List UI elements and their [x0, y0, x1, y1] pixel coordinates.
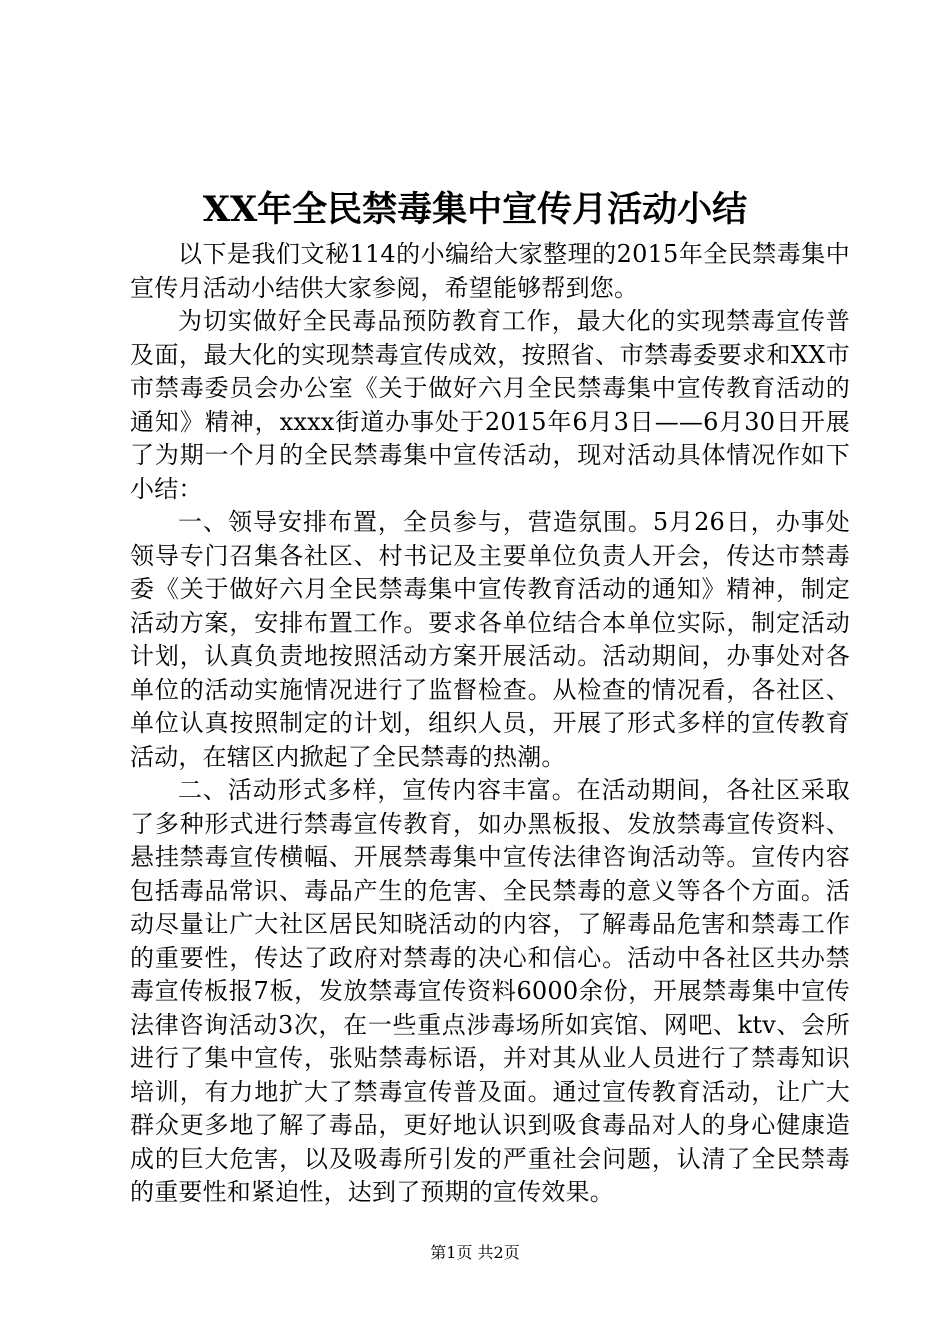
document-body	[130, 238, 850, 1210]
paragraph-section-two: 二、活动形式多样，宣传内容丰富。在活动期间，各社区采取了多种形式进行禁毒宣传教育，如办黑板报、发放禁毒宣传资料、悬挂禁毒宣传横幅、开展禁毒集中宣传法律咨询活动等。宣传内容包括毒品常识、毒品产生的危害、全民禁毒的意义等各个方面。活动尽量让广大社区居民知晓活动的内容，了解毒品危害和禁毒工作的重要性，传达了政府对禁毒的决心和信心。活动中各社区共办禁毒宣传板报7板，发放禁毒宣传资料6000余份，开展禁毒集中宣传法律咨询活动3次，在一些重点涉毒场所如宾馆、网吧、ktv、会所进行了集中宣传，张贴禁毒标语，并对其从业人员进行了禁毒知识培训，有力地扩大了禁毒宣传普及面。通过宣传教育活动，让广大群众更多地了解了毒品，更好地认识到吸食毒品对人的身心健康造成的巨大危害，以及吸毒所引发的严重社会问题，认清了全民禁毒的重要性和紧迫性，达到了预期的宣传效果。	[130, 776, 850, 1206]
paragraph-section-one: 一、领导安排布置，全员参与，营造氛围。5月26日，办事处领导专门召集各社区、村书记及主要单位负责人开会，传达市禁毒委《关于做好六月全民禁毒集中宣传教育活动的通知》精神，制定活动方案，安排布置工作。要求各单位结合本单位实际，制定活动计划，认真负责地按照活动方案开展活动。活动期间，办事处对各单位的活动实施情况进行了监督检查。从检查的情况看，各社区、单位认真按照制定的计划，组织人员，开展了形式多样的宣传教育活动，在辖区内掀起了全民禁毒的热潮。	[130, 508, 850, 771]
page-number-footer: 第1页 共2页	[430, 1243, 520, 1262]
document-title: XX年全民禁毒集中宣传月活动小结	[202, 189, 748, 230]
paragraph-overview: 为切实做好全民毒品预防教育工作，最大化的实现禁毒宣传普及面，最大化的实现禁毒宣传成效，按照省、市禁毒委要求和XX市市禁毒委员会办公室《关于做好六月全民禁毒集中宣传教育活动的通知》精神，xxxx街道办事处于2015年6月3日——6月30日开展了为期一个月的全民禁毒集中宣传活动，现对活动具体情况作如下小结：	[130, 307, 850, 503]
paragraph-intro: 以下是我们文秘114的小编给大家整理的2015年全民禁毒集中宣传月活动小结供大家参阅，希望能够帮到您。	[130, 240, 850, 302]
